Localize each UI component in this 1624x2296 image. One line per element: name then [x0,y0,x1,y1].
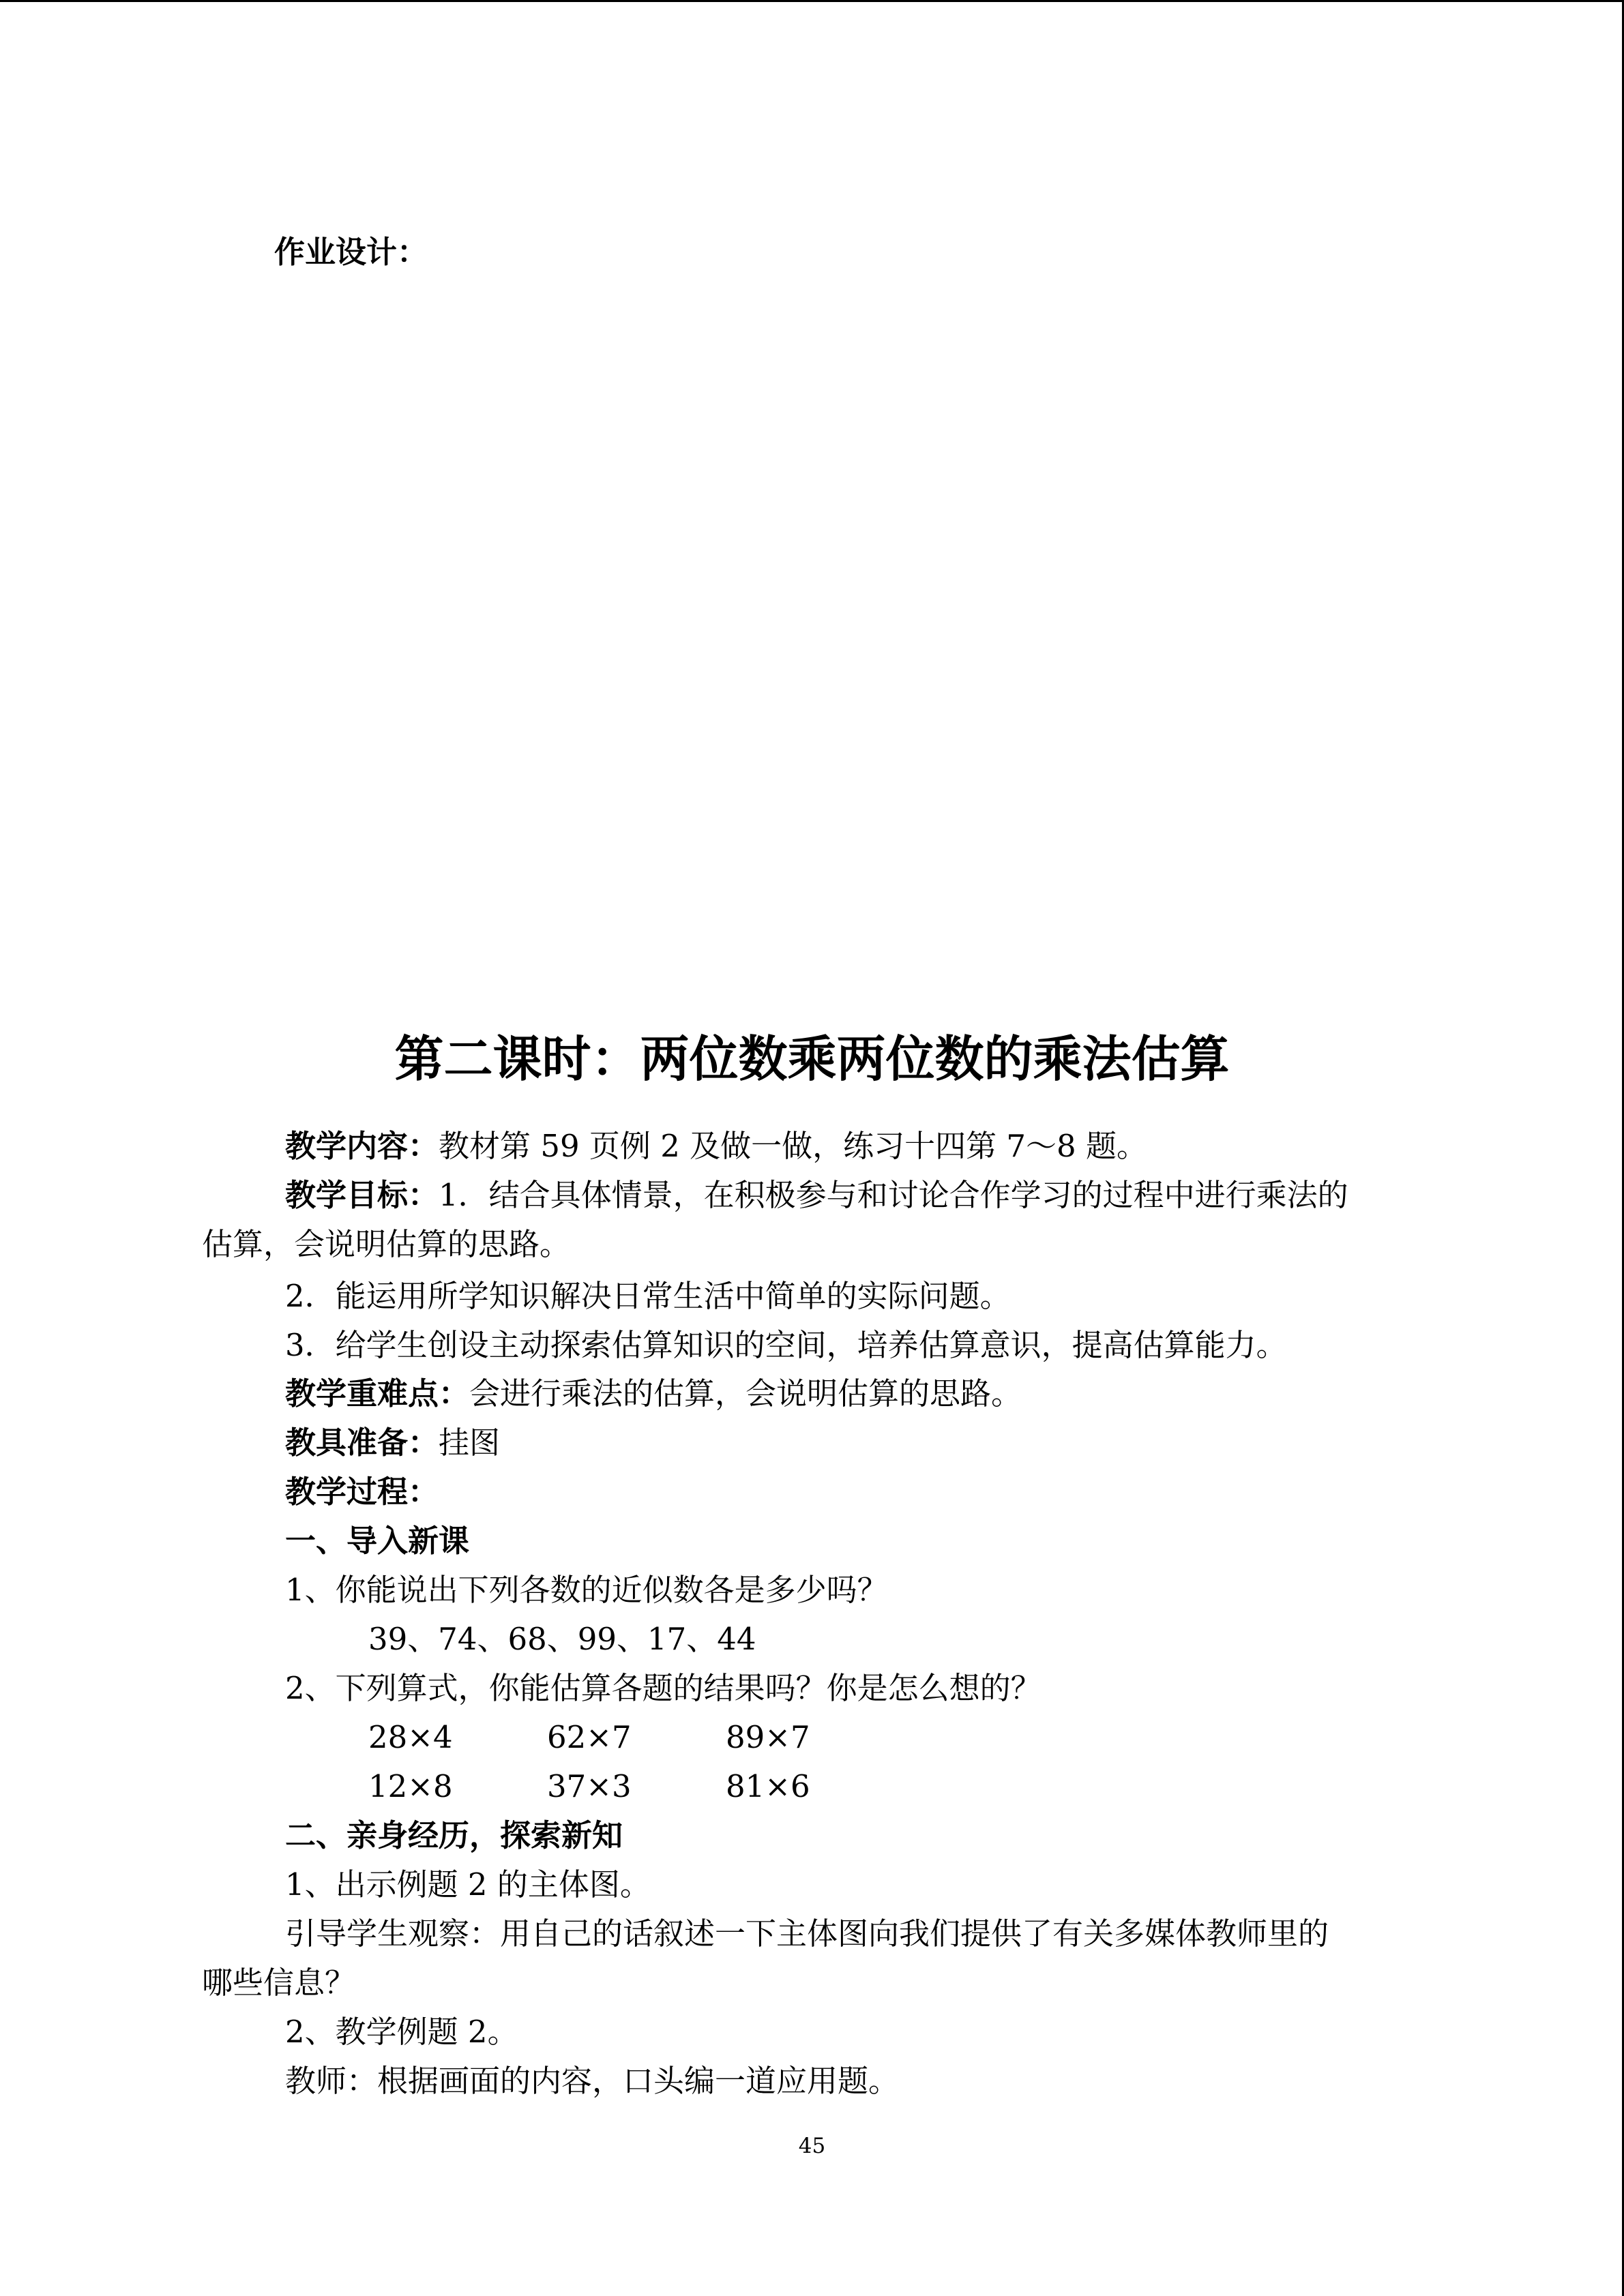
question-1: 1、你能说出下列各数的近似数各是多少吗？ [285,1572,888,1608]
objective-1-part1: 1．结合具体情景，在积极参与和讨论合作学习的过程中进行乘法的 [439,1177,1348,1213]
teaching-tools [285,1425,500,1461]
step-2: 2、教学例题 2。 [285,2014,518,2050]
guide-part2: 哪些信息？ [202,1965,356,2001]
teaching-objectives-label: 教学目标： [285,1177,439,1213]
page-number: 45 [798,2134,826,2158]
expression-row-2 [368,1769,904,1804]
guide-part1: 引导学生观察：用自己的话叙述一下主体图向我们提供了有关多媒体教师里的 [285,1915,1329,1952]
objective-3: 3．给学生创设主动探索估算知识的空间，培养估算意识，提高估算能力。 [285,1327,1287,1363]
teaching-process-label: 教学过程： [285,1474,439,1510]
teaching-tools-text: 挂图 [439,1425,501,1461]
teaching-content-label: 教学内容： [285,1128,439,1164]
top-border-line [0,0,1624,2]
expression-row-1 [368,1720,904,1755]
expression: 12×8 [368,1768,453,1804]
objective-1-part2: 估算，会说明估算的思路。 [202,1226,571,1262]
objective-2: 2．能运用所学知识解决日常生活中简单的实际问题。 [285,1278,1011,1314]
expression: 62×7 [547,1719,632,1755]
lesson-title: 第二课时：两位数乘两位数的乘法估算 [394,1030,1230,1088]
homework-design-label: 作业设计： [274,234,428,270]
expression: 89×7 [726,1719,810,1755]
teaching-content-text: 教材第 59 页例 2 及做一做，练习十四第 7～8 题。 [439,1128,1147,1164]
section-2-heading: 二、亲身经历，探索新知 [285,1817,623,1853]
approximation-numbers: 39、74、68、99、17、44 [368,1621,756,1657]
key-points [285,1376,1022,1412]
expression: 81×6 [726,1768,810,1804]
question-2: 2、下列算式，你能估算各题的结果吗？你是怎么想的？ [285,1670,1042,1706]
teaching-content [285,1129,1147,1164]
teaching-objectives [285,1178,1348,1213]
section-1-heading: 一、导入新课 [285,1523,470,1559]
expression: 37×3 [547,1768,632,1804]
step-1: 1、出示例题 2 的主体图。 [285,1866,651,1903]
teacher-instruction: 教师：根据画面的内容，口头编一道应用题。 [285,2063,900,2099]
expression: 28×4 [368,1719,453,1755]
key-points-text: 会进行乘法的估算，会说明估算的思路。 [469,1375,1022,1412]
teaching-tools-label: 教具准备： [285,1425,439,1461]
key-points-label: 教学重难点： [285,1375,470,1412]
